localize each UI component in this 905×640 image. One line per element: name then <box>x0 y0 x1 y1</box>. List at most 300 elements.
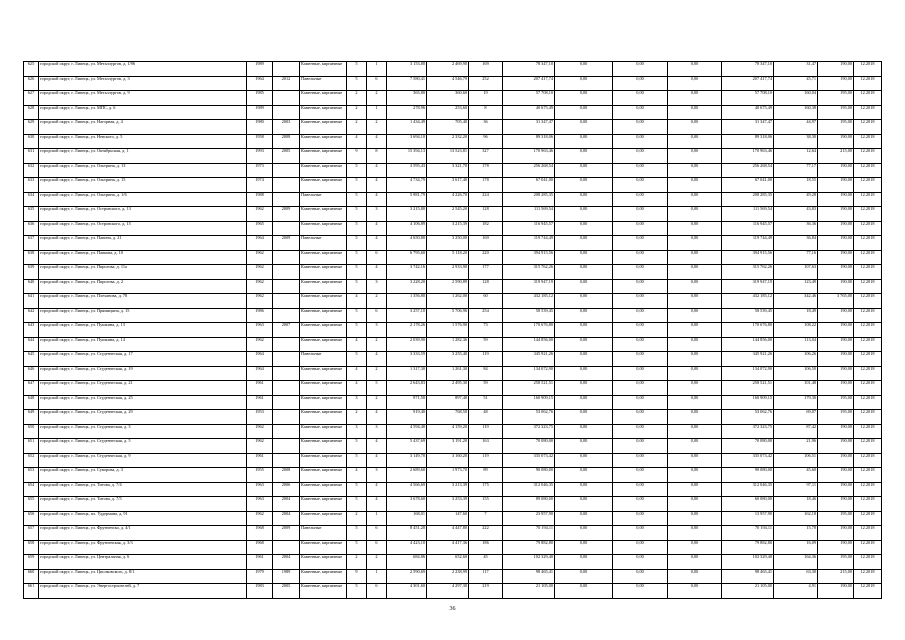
cell-year-built: 1962 <box>247 511 273 526</box>
cell-residents: 8 <box>469 105 503 120</box>
cell-floors: 2 <box>347 410 367 425</box>
cell-total-cost: 160 909,15 <box>503 395 555 410</box>
cell-deadline: 12.2018 <box>854 105 882 120</box>
cell-total-area: 1 317,30 <box>387 366 427 381</box>
cell-deadline: 12.2018 <box>854 134 882 149</box>
cell-floors: 5 <box>347 221 367 236</box>
cell-wall-material: Каменные, кирпичные <box>300 453 347 468</box>
cell-living-area: 768,50 <box>427 410 469 425</box>
cell-year-built: 1962 <box>247 337 273 352</box>
cell-living-area: 897,40 <box>427 395 469 410</box>
cell-total-cost: 31 347,47 <box>503 120 555 135</box>
cell-wall-material: Каменные, кирпичные <box>300 468 347 483</box>
cell-address: городской округ, г. Липецк, ул. Пирогова, д. 2 <box>39 279 247 294</box>
cell-year-renovated: 1989 <box>273 569 300 584</box>
cell-total-cost: 432 185,12 <box>503 294 555 309</box>
cell-max-cost: 190,00 <box>818 584 854 599</box>
cell-year-built: 1964 <box>247 352 273 367</box>
table-row <box>24 134 882 149</box>
cell-budget-region: 0,00 <box>613 192 668 207</box>
cell-row-number: 625 <box>24 62 39 77</box>
cell-budget-region: 0,00 <box>613 337 668 352</box>
cell-living-area: 3 191,20 <box>427 439 469 454</box>
cell-max-cost: 3 765,00 <box>818 294 854 309</box>
cell-entrances: 4 <box>367 410 387 425</box>
cell-budget-local: 0,00 <box>668 250 722 265</box>
cell-owners-cost: 31 347,47 <box>722 120 774 135</box>
cell-row-number: 650 <box>24 424 39 439</box>
cell-wall-material: Каменные, кирпичные <box>300 294 347 309</box>
cell-total-area: 684,86 <box>387 555 427 570</box>
cell-total-cost: 207 417,74 <box>503 76 555 91</box>
cell-year-renovated <box>273 294 300 309</box>
cell-row-number: 649 <box>24 410 39 425</box>
cell-row-number: 659 <box>24 555 39 570</box>
cell-year-built: 1962 <box>247 439 273 454</box>
cell-total-cost: 67 041,00 <box>503 178 555 193</box>
cell-living-area: 4 226,70 <box>427 192 469 207</box>
cell-floors: 5 <box>347 250 367 265</box>
cell-fund-cost: 0,00 <box>555 105 613 120</box>
cell-deadline: 12.2018 <box>854 149 882 164</box>
cell-total-cost: 256 268,54 <box>503 163 555 178</box>
cell-year-renovated: 2004 <box>273 511 300 526</box>
cell-row-number: 638 <box>24 250 39 265</box>
cell-budget-region: 0,00 <box>613 511 668 526</box>
cell-floors: 5 <box>347 192 367 207</box>
table-row <box>24 468 882 483</box>
cell-owners-cost: 345 921,26 <box>722 352 774 367</box>
cell-entrances: 3 <box>367 279 387 294</box>
cell-deadline: 12.2018 <box>854 91 882 106</box>
cell-address: городской округ, г. Липецк, ул. Циолковского, д. 8/1 <box>39 569 247 584</box>
cell-floors: 4 <box>347 366 367 381</box>
cell-total-area: 2 178,26 <box>387 323 427 338</box>
cell-year-renovated: 2005 <box>273 584 300 599</box>
cell-owners-cost: 258 521,51 <box>722 381 774 396</box>
cell-row-number: 660 <box>24 569 39 584</box>
cell-deadline: 12.2018 <box>854 323 882 338</box>
cell-total-area: 2 689,60 <box>387 468 427 483</box>
table-row <box>24 149 882 164</box>
cell-max-cost: 190,00 <box>818 482 854 497</box>
cell-fund-cost: 0,00 <box>555 149 613 164</box>
cell-specific-cost: 45,60 <box>774 468 818 483</box>
cell-floors: 3 <box>347 395 367 410</box>
cell-total-cost: 23 957,90 <box>503 511 555 526</box>
cell-max-cost: 190,00 <box>818 236 854 251</box>
table-row <box>24 555 882 570</box>
cell-budget-local: 0,00 <box>668 424 722 439</box>
cell-budget-region: 0,00 <box>613 555 668 570</box>
cell-wall-material: Панельные <box>300 352 347 367</box>
cell-total-cost: 53 062,76 <box>503 410 555 425</box>
cell-entrances: 6 <box>367 540 387 555</box>
cell-year-renovated <box>273 105 300 120</box>
cell-budget-local: 0,00 <box>668 468 722 483</box>
cell-wall-material: Каменные, кирпичные <box>300 91 347 106</box>
cell-floors: 5 <box>347 352 367 367</box>
cell-address: городской округ, г. Липецк, ул. Фрунзенская, д. 3/3 <box>39 540 247 555</box>
cell-budget-local: 0,00 <box>668 120 722 135</box>
cell-residents: 59 <box>469 381 503 396</box>
cell-residents: 51 <box>469 395 503 410</box>
cell-wall-material: Каменные, кирпичные <box>300 323 347 338</box>
cell-year-renovated <box>273 221 300 236</box>
cell-year-renovated: 2009 <box>273 236 300 251</box>
cell-wall-material: Панельные <box>300 526 347 541</box>
cell-address: городской округ, г. Липецк, ул. Металлургов, д. 3 <box>39 76 247 91</box>
cell-wall-material: Каменные, кирпичные <box>300 569 347 584</box>
cell-budget-region: 0,00 <box>613 308 668 323</box>
cell-fund-cost: 0,00 <box>555 207 613 222</box>
cell-fund-cost: 0,00 <box>555 308 613 323</box>
cell-floors: 5 <box>347 163 367 178</box>
cell-year-built: 1962 <box>247 265 273 280</box>
cell-fund-cost: 0,00 <box>555 134 613 149</box>
cell-living-area: 3 617,40 <box>427 178 469 193</box>
cell-living-area: 3 215,39 <box>427 221 469 236</box>
cell-entrances: 2 <box>367 120 387 135</box>
cell-owners-cost: 160 909,15 <box>722 395 774 410</box>
cell-total-cost: 312 046,35 <box>503 482 555 497</box>
cell-fund-cost: 0,00 <box>555 221 613 236</box>
cell-owners-cost: 335 073,42 <box>722 453 774 468</box>
cell-max-cost: 190,00 <box>818 468 854 483</box>
cell-owners-cost: 89 318,06 <box>722 134 774 149</box>
cell-fund-cost: 0,00 <box>555 163 613 178</box>
cell-residents: 117 <box>469 569 503 584</box>
cell-total-area: 4 423,10 <box>387 540 427 555</box>
cell-owners-cost: 98 465,41 <box>722 569 774 584</box>
cell-living-area: 2 495,30 <box>427 381 469 396</box>
cell-budget-region: 0,00 <box>613 178 668 193</box>
cell-address: городской округ, г. Липецк, ул. Островского, д. 15 <box>39 221 247 236</box>
cell-floors: 5 <box>347 207 367 222</box>
cell-residents: 252 <box>469 76 503 91</box>
cell-total-cost: 258 521,51 <box>503 381 555 396</box>
cell-fund-cost: 0,00 <box>555 453 613 468</box>
cell-specific-cost: 15,78 <box>774 526 818 541</box>
cell-wall-material: Каменные, кирпичные <box>300 134 347 149</box>
cell-owners-cost: 79 882,80 <box>722 540 774 555</box>
cell-budget-region: 0,00 <box>613 526 668 541</box>
cell-budget-local: 0,00 <box>668 294 722 309</box>
cell-entrances: 3 <box>367 424 387 439</box>
cell-year-built: 1989 <box>247 62 273 77</box>
cell-residents: 96 <box>469 134 503 149</box>
cell-year-built: 1963 <box>247 482 273 497</box>
cell-address: городской округ, г. Липецк, ул. Ольтрина, д. 1/6 <box>39 192 247 207</box>
cell-fund-cost: 0,00 <box>555 76 613 91</box>
cell-max-cost: 215,00 <box>818 149 854 164</box>
cell-budget-local: 0,00 <box>668 62 722 77</box>
cell-specific-cost: 179,30 <box>774 395 818 410</box>
cell-owners-cost: 432 185,12 <box>722 294 774 309</box>
cell-residents: 7 <box>469 511 503 526</box>
cell-address: городской округ, г. Липецк, ул. Пирогова, д. 11а <box>39 265 247 280</box>
table-row <box>24 294 882 309</box>
cell-floors: 4 <box>347 468 367 483</box>
cell-wall-material: Каменные, кирпичные <box>300 410 347 425</box>
cell-wall-material: Каменные, кирпичные <box>300 555 347 570</box>
cell-budget-region: 0,00 <box>613 62 668 77</box>
cell-residents: 119 <box>469 352 503 367</box>
cell-address: городской округ, г. Липецк, ул. Прямицына, д. 15 <box>39 308 247 323</box>
cell-budget-region: 0,00 <box>613 120 668 135</box>
cell-wall-material: Каменные, кирпичные <box>300 337 347 352</box>
table-row <box>24 323 882 338</box>
cell-floors: 5 <box>347 439 367 454</box>
cell-specific-cost: 162,18 <box>774 511 818 526</box>
cell-fund-cost: 0,00 <box>555 424 613 439</box>
cell-owners-cost: 78 347,10 <box>722 62 774 77</box>
cell-budget-local: 0,00 <box>668 439 722 454</box>
cell-entrances: 1 <box>367 511 387 526</box>
cell-budget-region: 0,00 <box>613 279 668 294</box>
cell-fund-cost: 0,00 <box>555 526 613 541</box>
cell-deadline: 12.2018 <box>854 337 882 352</box>
cell-row-number: 654 <box>24 482 39 497</box>
cell-fund-cost: 0,00 <box>555 337 613 352</box>
cell-row-number: 634 <box>24 192 39 207</box>
cell-max-cost: 190,00 <box>818 207 854 222</box>
cell-floors: 5 <box>347 482 367 497</box>
cell-row-number: 627 <box>24 91 39 106</box>
cell-fund-cost: 0,00 <box>555 569 613 584</box>
cell-year-renovated <box>273 540 300 555</box>
cell-residents: 59 <box>469 337 503 352</box>
cell-floors: 9 <box>347 149 367 164</box>
cell-address: городской округ, г. Липецк, ул. МПС, д. 6 <box>39 105 247 120</box>
cell-year-renovated <box>273 279 300 294</box>
cell-address: городской округ, г. Липецк, ул. Металлургов, д. 9 <box>39 91 247 106</box>
cell-total-area: 3 149,70 <box>387 453 427 468</box>
cell-budget-local: 0,00 <box>668 221 722 236</box>
cell-floors: 5 <box>347 497 367 512</box>
cell-living-area: 2 238,99 <box>427 569 469 584</box>
table-row <box>24 584 882 599</box>
cell-specific-cost: 18,46 <box>774 497 818 512</box>
cell-row-number: 658 <box>24 540 39 555</box>
cell-address: городской округ, г. Липецк, пл. Уддермана, д. 91 <box>39 511 247 526</box>
cell-fund-cost: 0,00 <box>555 410 613 425</box>
cell-living-area: 3 253,39 <box>427 497 469 512</box>
cell-budget-local: 0,00 <box>668 76 722 91</box>
cell-max-cost: 195,00 <box>818 555 854 570</box>
cell-living-area: 1 576,90 <box>427 323 469 338</box>
cell-specific-cost: 97,11 <box>774 482 818 497</box>
cell-floors: 5 <box>347 323 367 338</box>
cell-budget-local: 0,00 <box>668 511 722 526</box>
cell-year-renovated <box>273 178 300 193</box>
cell-row-number: 639 <box>24 265 39 280</box>
cell-specific-cost: 36,36 <box>774 221 818 236</box>
cell-total-cost: 319 947,19 <box>503 279 555 294</box>
cell-floors: 2 <box>347 105 367 120</box>
cell-fund-cost: 0,00 <box>555 439 613 454</box>
cell-budget-region: 0,00 <box>613 134 668 149</box>
cell-total-area: 3 257,10 <box>387 308 427 323</box>
cell-address: городской округ, г. Липецк, ул. Студенческая, д. 9 <box>39 453 247 468</box>
cell-owners-cost: 40 675,49 <box>722 105 774 120</box>
cell-living-area: 652,60 <box>427 555 469 570</box>
cell-budget-local: 0,00 <box>668 163 722 178</box>
cell-max-cost: 190,00 <box>818 352 854 367</box>
cell-specific-cost: 69,07 <box>774 410 818 425</box>
cell-budget-region: 0,00 <box>613 163 668 178</box>
cell-total-area: 365,80 <box>387 91 427 106</box>
cell-specific-cost: 12,64 <box>774 149 818 164</box>
table-row <box>24 352 882 367</box>
cell-year-built: 1963 <box>247 497 273 512</box>
cell-living-area: 3 160,20 <box>427 453 469 468</box>
cell-row-number: 644 <box>24 337 39 352</box>
cell-year-renovated <box>273 308 300 323</box>
table-row <box>24 62 882 77</box>
cell-residents: 73 <box>469 323 503 338</box>
cell-year-renovated: 2006 <box>273 482 300 497</box>
cell-row-number: 632 <box>24 163 39 178</box>
cell-max-cost: 190,00 <box>818 497 854 512</box>
cell-entrances: 2 <box>367 555 387 570</box>
cell-residents: 177 <box>469 265 503 280</box>
cell-total-area: 1 434,49 <box>387 120 427 135</box>
cell-address: городской округ, г. Липецк, ул. Студенческая, д. 19 <box>39 366 247 381</box>
cell-floors: 5 <box>347 265 367 280</box>
cell-budget-local: 0,00 <box>668 453 722 468</box>
table-row <box>24 497 882 512</box>
cell-row-number: 637 <box>24 236 39 251</box>
cell-fund-cost: 0,00 <box>555 540 613 555</box>
cell-specific-cost: 21,96 <box>774 439 818 454</box>
cell-wall-material: Каменные, кирпичные <box>300 308 347 323</box>
cell-budget-region: 0,00 <box>613 265 668 280</box>
cell-address: городской округ, г. Липецк, ул. Папина, д. 21 <box>39 236 247 251</box>
cell-deadline: 12.2018 <box>854 540 882 555</box>
cell-year-built: 1974 <box>247 178 273 193</box>
cell-living-area: 2 469,90 <box>427 62 469 77</box>
cell-deadline: 12.2018 <box>854 497 882 512</box>
cell-residents: 163 <box>469 439 503 454</box>
cell-owners-cost: 60 080,00 <box>722 497 774 512</box>
cell-specific-cost: 113,04 <box>774 337 818 352</box>
cell-total-cost: 394 915,56 <box>503 250 555 265</box>
cell-max-cost: 190,00 <box>818 337 854 352</box>
cell-total-cost: 111 569,54 <box>503 207 555 222</box>
cell-living-area: 2 933,90 <box>427 265 469 280</box>
cell-owners-cost: 67 041,00 <box>722 178 774 193</box>
cell-floors: 5 <box>347 178 367 193</box>
cell-year-built: 1958 <box>247 134 273 149</box>
cell-living-area: 147,60 <box>427 511 469 526</box>
cell-year-built: 1961 <box>247 555 273 570</box>
cell-address: городской округ, г. Липецк, ул. Студенческая, д. 5 <box>39 439 247 454</box>
table-row <box>24 366 882 381</box>
cell-max-cost: 195,00 <box>818 511 854 526</box>
cell-max-cost: 195,00 <box>818 395 854 410</box>
cell-deadline: 12.2018 <box>854 555 882 570</box>
cell-budget-region: 0,00 <box>613 294 668 309</box>
cell-entrances: 4 <box>367 265 387 280</box>
cell-owners-cost: 207 417,74 <box>722 76 774 91</box>
cell-specific-cost: 106,51 <box>774 453 818 468</box>
cell-entrances: 4 <box>367 497 387 512</box>
cell-residents: 45 <box>469 555 503 570</box>
table-row <box>24 221 882 236</box>
cell-entrances: 4 <box>367 163 387 178</box>
cell-specific-cost: 160,04 <box>774 91 818 106</box>
cell-budget-local: 0,00 <box>668 337 722 352</box>
cell-year-built: 1955 <box>247 468 273 483</box>
cell-owners-cost: 116 945,57 <box>722 221 774 236</box>
table-row <box>24 120 882 135</box>
cell-budget-region: 0,00 <box>613 91 668 106</box>
cell-wall-material: Каменные, кирпичные <box>300 540 347 555</box>
cell-specific-cost: 108,22 <box>774 323 818 338</box>
cell-budget-region: 0,00 <box>613 366 668 381</box>
cell-wall-material: Каменные, кирпичные <box>300 105 347 120</box>
cell-entrances: 6 <box>367 76 387 91</box>
cell-year-renovated <box>273 395 300 410</box>
table-row <box>24 91 882 106</box>
cell-residents: 224 <box>469 192 503 207</box>
cell-budget-region: 0,00 <box>613 250 668 265</box>
cell-entrances: 4 <box>367 236 387 251</box>
cell-year-renovated <box>273 410 300 425</box>
cell-address: городской округ, г. Липецк, ул. Пушкина, д. 14 <box>39 337 247 352</box>
cell-year-renovated <box>273 337 300 352</box>
cell-specific-cost: 160,38 <box>774 105 818 120</box>
cell-deadline: 12.2018 <box>854 265 882 280</box>
cell-year-renovated <box>273 439 300 454</box>
cell-row-number: 626 <box>24 76 39 91</box>
cell-total-cost: 57 708,10 <box>503 91 555 106</box>
cell-fund-cost: 0,00 <box>555 91 613 106</box>
cell-year-renovated <box>273 453 300 468</box>
cell-owners-cost: 319 947,19 <box>722 279 774 294</box>
cell-floors: 2 <box>347 511 367 526</box>
cell-wall-material: Каменные, кирпичные <box>300 424 347 439</box>
cell-budget-region: 0,00 <box>613 584 668 599</box>
cell-residents: 19 <box>469 91 503 106</box>
cell-row-number: 635 <box>24 207 39 222</box>
cell-budget-region: 0,00 <box>613 149 668 164</box>
cell-max-cost: 190,00 <box>818 221 854 236</box>
cell-address: городской округ, г. Липецк, ул. Студенческая, д. 17 <box>39 352 247 367</box>
cell-specific-cost: 164,36 <box>774 555 818 570</box>
cell-max-cost: 190,00 <box>818 265 854 280</box>
cell-deadline: 12.2018 <box>854 120 882 135</box>
cell-total-area: 3 678,60 <box>387 497 427 512</box>
cell-total-area: 6 795,60 <box>387 250 427 265</box>
cell-fund-cost: 0,00 <box>555 192 613 207</box>
cell-address: городской округ, г. Липецк, ул. Студенческая, д. 29 <box>39 410 247 425</box>
cell-fund-cost: 0,00 <box>555 482 613 497</box>
cell-total-area: 3 694,10 <box>387 134 427 149</box>
cell-year-renovated <box>273 192 300 207</box>
cell-budget-local: 0,00 <box>668 569 722 584</box>
cell-address: городской округ, г. Липецк, ул. Октябрьская, д. 1 <box>39 149 247 164</box>
cell-budget-local: 0,00 <box>668 236 722 251</box>
cell-owners-cost: 102 329,40 <box>722 555 774 570</box>
cell-deadline: 12.2018 <box>854 395 882 410</box>
cell-total-area: 3 595,43 <box>387 163 427 178</box>
cell-living-area: 4 546,79 <box>427 76 469 91</box>
cell-row-number: 657 <box>24 526 39 541</box>
cell-specific-cost: 106,26 <box>774 352 818 367</box>
table-row <box>24 279 882 294</box>
